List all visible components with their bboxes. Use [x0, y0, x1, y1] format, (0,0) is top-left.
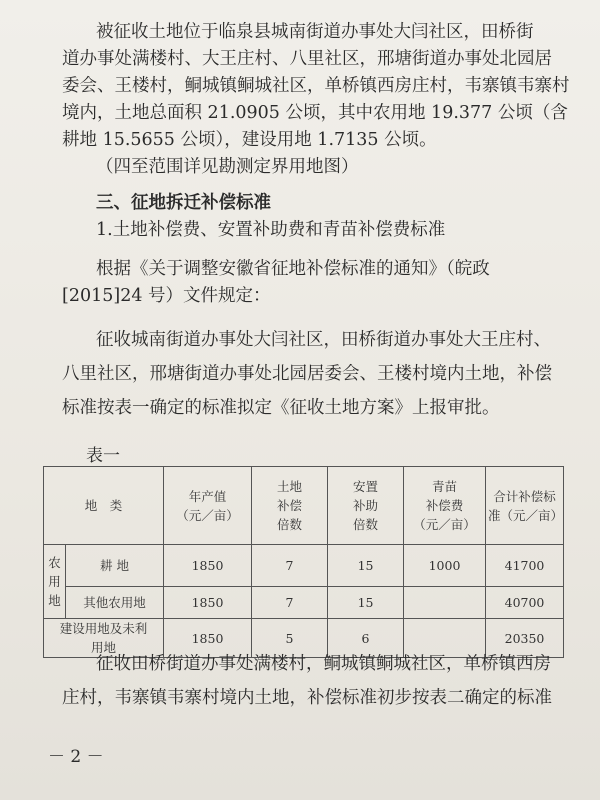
- cell-crop: 1000: [404, 545, 486, 587]
- cell-land-multiple: 7: [252, 587, 328, 619]
- header-crop-compensation: 青苗 补偿费 （元／亩）: [404, 467, 486, 545]
- paragraph-line: 委会、王楼村，鲖城镇鲖城社区，单桥镇西房庄村，韦寨镇韦寨村: [62, 76, 570, 96]
- header-land-type: 地 类: [44, 467, 164, 545]
- paragraph-line: 标准按表一确定的标准拟定《征收土地方案》上报审批。: [62, 398, 500, 418]
- cell-annual: 1850: [164, 587, 252, 619]
- paragraph-line: 境内，土地总面积 21.0905 公顷，其中农用地 19.377 公顷（含: [62, 103, 568, 123]
- paragraph-line: 庄村，韦寨镇韦寨村境内土地，补偿标准初步按表二确定的标准: [62, 688, 552, 708]
- header-total-standard: 合计补偿标 准（元／亩）: [486, 467, 564, 545]
- paragraph-line: 根据《关于调整安徽省征地补偿标准的通知》（皖政: [96, 259, 490, 279]
- paragraph-line: [2015]24 号）文件规定：: [62, 286, 271, 306]
- cell-resettle-multiple: 15: [328, 587, 404, 619]
- paragraph-line: 被征收土地位于临泉县城南街道办事处大闫社区，田桥街: [96, 22, 534, 42]
- cell-total: 20350: [486, 619, 564, 658]
- cell-resettle-multiple: 6: [328, 619, 404, 658]
- table-label: 表一: [86, 446, 120, 466]
- paragraph-line: 征收田桥街道办事处满楼村，鲖城镇鲖城社区，单桥镇西房: [96, 654, 551, 674]
- table-header-row: [44, 467, 564, 545]
- scope-note: （四至范围详见勘测定界用地图）: [96, 157, 359, 177]
- page-number: － 2 －: [48, 747, 104, 767]
- cell-crop: [404, 587, 486, 619]
- cell-land-multiple: 7: [252, 545, 328, 587]
- cell-total: 41700: [486, 545, 564, 587]
- cell-annual: 1850: [164, 545, 252, 587]
- paragraph-line: 八里社区，邢塘街道办事处北园居委会、王楼村境内土地，补偿: [62, 364, 552, 384]
- row-name: 其他农用地: [66, 587, 164, 619]
- paragraph-line: 耕地 15.5655 公顷），建设用地 1.7135 公顷。: [62, 130, 437, 150]
- paragraph-line: 道办事处满楼村、大王庄村、八里社区，邢塘街道办事处北园居: [62, 49, 552, 69]
- sub-heading: 1.土地补偿费、安置补助费和青苗补偿费标准: [96, 220, 446, 240]
- table-row: [44, 545, 564, 587]
- header-annual-value: 年产值 （元／亩）: [164, 467, 252, 545]
- table-row: [44, 587, 564, 619]
- row-name: 耕 地: [66, 545, 164, 587]
- cell-total: 40700: [486, 587, 564, 619]
- header-resettlement-multiple: 安置 补助 倍数: [328, 467, 404, 545]
- cell-land-multiple: 5: [252, 619, 328, 658]
- cell-annual: 1850: [164, 619, 252, 658]
- section-heading: 三、征地拆迁补偿标准: [96, 193, 271, 213]
- farmland-group-label: 农 用 地: [44, 545, 66, 619]
- compensation-table: [43, 466, 564, 658]
- row-name: 建设用地及未利 用地: [44, 619, 164, 658]
- header-land-compensation-multiple: 土地 补偿 倍数: [252, 467, 328, 545]
- paragraph-line: 征收城南街道办事处大闫社区，田桥街道办事处大王庄村、: [96, 330, 551, 350]
- cell-resettle-multiple: 15: [328, 545, 404, 587]
